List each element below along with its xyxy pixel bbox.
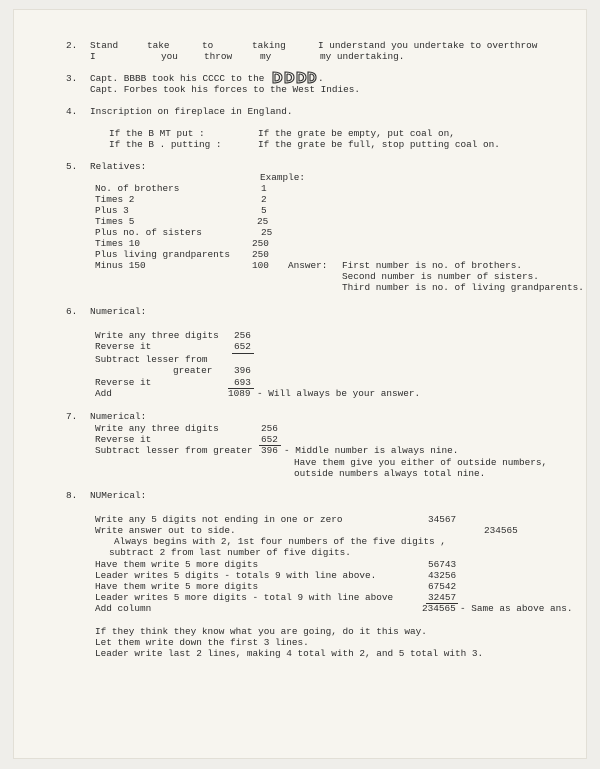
item-5-answer-label: Answer: <box>288 260 328 271</box>
item-7-step-label: Reverse it <box>95 434 152 445</box>
item-8-step-label: Add column <box>95 603 152 614</box>
item-5-step-value: 5 <box>261 205 267 216</box>
item-5-step-label: No. of brothers <box>95 183 180 194</box>
item-5-step-label: Plus no. of sisters <box>95 227 202 238</box>
item-5-step-value: 25 <box>257 216 269 227</box>
item-5-step-value: 1 <box>261 183 267 194</box>
item-8-step-value: 234565 <box>484 525 518 536</box>
item-5-step-label: Minus 150 <box>95 260 146 271</box>
item-8-step-label: Write answer out to side. <box>95 525 236 536</box>
item-8-step-value: 56743 <box>428 559 457 570</box>
item-6-step-value: 1089 <box>228 388 251 399</box>
item-2-word: to <box>202 40 214 51</box>
item-4-answer-line-2: If the grate be full, stop putting coal on. <box>258 139 500 150</box>
underline <box>232 353 254 354</box>
item-2-answer-line-2: my undertaking. <box>320 51 405 62</box>
item-8-step-label: Have them write 5 more digits <box>95 559 259 570</box>
item-7-note: - Middle number is always nine. <box>284 445 459 456</box>
item-4-title: Inscription on fireplace in England. <box>90 106 293 117</box>
item-8-step-label: Always begins with 2, 1st four numbers of the five digits , <box>114 536 446 547</box>
item-3-period: . <box>318 73 324 84</box>
item-5-step-value: 250 <box>252 249 269 260</box>
item-2-word: taking <box>252 40 286 51</box>
item-7-note: outside numbers always total nine. <box>294 468 486 479</box>
item-5-step-label: Times 10 <box>95 238 141 249</box>
item-5-step-label: Plus living grandparents <box>95 249 231 260</box>
item-8-number: 8. <box>66 490 78 501</box>
item-6-step-value: 396 <box>234 365 251 376</box>
item-5-step-label: Times 2 <box>95 194 135 205</box>
item-7-step-label: Write any three digits <box>95 423 219 434</box>
item-2-number: 2. <box>66 40 78 51</box>
item-5-step-label: Times 5 <box>95 216 135 227</box>
item-8-paragraph-line: If they think they know what you are going, do it this way. <box>95 626 427 637</box>
item-7-step-value: 652 <box>261 434 278 445</box>
item-3-answer-line: Capt. Forbes took his forces to the West Indies. <box>90 84 361 95</box>
item-4-number: 4. <box>66 106 78 117</box>
item-5-answer-line: First number is no. of brothers. <box>342 260 523 271</box>
item-8-step-label: Leader writes 5 more digits - total 9 with line above <box>95 592 394 603</box>
item-2-word: my <box>260 51 272 62</box>
item-6-step-label: greater <box>173 365 213 376</box>
item-7-note: Have them give you either of outside numbers, <box>294 457 548 468</box>
item-8-paragraph-line: Leader write last 2 lines, making 4 total with 2, and 5 total with 3. <box>95 648 484 659</box>
item-8-step-value: 34567 <box>428 514 457 525</box>
item-4-puzzle-line-2: If the B . putting : <box>109 139 222 150</box>
item-8-step-label: Have them write 5 more digits <box>95 581 259 592</box>
item-2-word: Stand <box>90 40 119 51</box>
item-2-word: you <box>161 51 178 62</box>
item-6-step-value: 652 <box>234 341 251 352</box>
item-5-answer-line: Second number is number of sisters. <box>342 271 539 282</box>
item-7-step-value: 256 <box>261 423 278 434</box>
item-2-word: take <box>147 40 170 51</box>
item-2-word: I <box>90 51 96 62</box>
item-5-step-value: 100 <box>252 260 269 271</box>
item-5-step-value: 250 <box>252 238 269 249</box>
item-8-title: NUMerical: <box>90 490 147 501</box>
item-3-number: 3. <box>66 73 78 84</box>
item-8-step-value: 32457 <box>428 592 457 603</box>
item-4-answer-line-1: If the grate be empty, put coal on, <box>258 128 455 139</box>
item-6-step-label: Subtract lesser from <box>95 354 208 365</box>
item-8-note: - Same as above ans. <box>460 603 573 614</box>
item-8-step-label: Leader writes 5 digits - totals 9 with line above. <box>95 570 377 581</box>
item-6-number: 6. <box>66 306 78 317</box>
item-7-step-label: Subtract lesser from greater <box>95 445 253 456</box>
item-6-step-label: Reverse it <box>95 377 152 388</box>
item-6-note: - Will always be your answer. <box>257 388 421 399</box>
item-5-example-label: Example: <box>260 172 306 183</box>
item-8-step-value: 234565 <box>422 603 456 614</box>
item-6-step-label: Write any three digits <box>95 330 219 341</box>
item-4-puzzle-line-1: If the B MT put : <box>109 128 205 139</box>
item-5-step-value: 2 <box>261 194 267 205</box>
item-3-puzzle-line: Capt. BBBB took his CCCC to the <box>90 73 265 84</box>
item-2-answer-line-1: I understand you undertake to overthrow <box>318 40 538 51</box>
item-5-answer-line: Third number is no. of living grandparents. <box>342 282 584 293</box>
item-8-step-label: subtract 2 from last number of five digits. <box>109 547 351 558</box>
document-page <box>14 10 586 758</box>
item-5-step-label: Plus 3 <box>95 205 129 216</box>
item-5-step-value: 25 <box>261 227 273 238</box>
item-8-paragraph-line: Let them write down the first 3 lines. <box>95 637 309 648</box>
item-7-number: 7. <box>66 411 78 422</box>
item-6-step-value: 256 <box>234 330 251 341</box>
item-7-step-value: 396 <box>261 445 278 456</box>
item-5-title: Relatives: <box>90 161 147 172</box>
item-2-word: throw <box>204 51 233 62</box>
item-6-step-value: 693 <box>234 377 251 388</box>
item-6-title: Numerical: <box>90 306 147 317</box>
item-8-step-value: 43256 <box>428 570 457 581</box>
item-8-step-value: 67542 <box>428 581 457 592</box>
item-7-title: Numerical: <box>90 411 147 422</box>
item-5-number: 5. <box>66 161 78 172</box>
item-6-step-label: Reverse it <box>95 341 152 352</box>
item-8-step-label: Write any 5 digits not ending in one or zero <box>95 514 343 525</box>
item-6-step-label: Add <box>95 388 112 399</box>
